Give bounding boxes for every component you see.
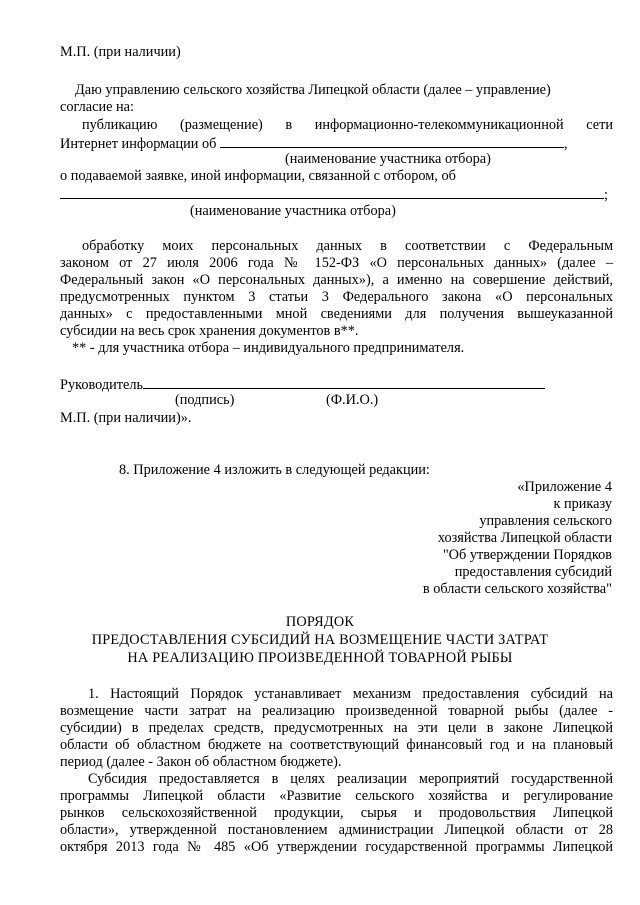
publication-suffix: ,: [564, 136, 568, 152]
fio-caption: (Ф.И.О.): [326, 392, 379, 408]
consent-intro: Даю управлению сельского хозяйства Липецкой области (далее – управление): [75, 82, 551, 98]
participant-caption-2: (наименование участника отбора): [190, 203, 396, 219]
consent-intro-2: согласие на:: [60, 99, 134, 115]
processing-line: предусмотренных пунктом 3 статьи 3 Федерального закона «О персональных: [60, 289, 613, 305]
appendix-header-line: предоставления субсидий: [454, 564, 612, 580]
submission-suffix: ;: [604, 187, 608, 203]
paragraph-2-line: рынков сельскохозяйственной продукции, сырья и продовольствия Липецкой: [60, 805, 613, 821]
appendix-header-line: в области сельского хозяйства": [422, 581, 612, 597]
processing-line: субсидии на весь срок хранения документов в**.: [60, 323, 359, 339]
paragraph-1-line: области об областном бюджете на соответствующий финансовый год и на плановый: [60, 737, 613, 753]
paragraph-1-line: 1. Настоящий Порядок устанавливает механизм предоставления субсидий на: [88, 686, 613, 702]
procedure-subtitle-1: ПРЕДОСТАВЛЕНИЯ СУБСИДИЙ НА ВОЗМЕЩЕНИЕ ЧАСТИ ЗАТРАТ: [91, 632, 549, 648]
signature-caption: (подпись): [175, 392, 235, 408]
procedure-subtitle-2: НА РЕАЛИЗАЦИЮ ПРОИЗВЕДЕННОЙ ТОВАРНОЙ РЫБЫ: [127, 650, 513, 666]
processing-line: обработку моих персональных данных в соответствии с Федеральным: [82, 238, 613, 254]
participant-name-field-2[interactable]: [60, 185, 604, 199]
paragraph-1-line: период (далее - Закон об областном бюджете).: [60, 754, 342, 770]
footnote: ** - для участника отбора – индивидуального предпринимателя.: [72, 340, 465, 356]
appendix-header-line: "Об утверждении Порядков: [442, 547, 612, 563]
procedure-title: ПОРЯДОК: [285, 614, 355, 630]
paragraph-1-line: субсидии) в пределах средств, предусмотренных на эти цели в законе Липецкой: [60, 720, 613, 736]
participant-caption-1: (наименование участника отбора): [285, 151, 491, 167]
head-label: Руководитель: [60, 377, 144, 393]
publication-line-1: публикацию (размещение) в информационно-телекоммуникационной сети: [82, 117, 613, 133]
stamp-note-end: М.П. (при наличии)».: [60, 410, 192, 426]
paragraph-2-line: октября 2013 года № 485 «Об утверждении государственной программы Липецкой: [60, 839, 613, 855]
appendix-header-line: хозяйства Липецкой области: [437, 530, 612, 546]
paragraph-2-line: программы Липецкой области «Развитие сельского хозяйства и регулирование: [60, 788, 613, 804]
signature-field[interactable]: [143, 375, 545, 389]
submission-line-2: [60, 185, 613, 204]
appendix-header-line: «Приложение 4: [517, 479, 612, 495]
processing-line: законом от 27 июля 2006 года № 152-ФЗ «О персональных данных» (далее –: [60, 255, 613, 271]
appendix-header-line: к приказу: [553, 496, 612, 512]
paragraph-1-line: возмещение части затрат на реализацию произведенной товарной рыбы (далее -: [60, 703, 613, 719]
publication-prefix: Интернет информации об: [60, 136, 217, 152]
paragraph-2-line: области», утвержденной постановлением администрации Липецкой области от 28: [60, 822, 613, 838]
stamp-note: М.П. (при наличии): [60, 44, 181, 60]
submission-line-1: о подаваемой заявке, иной информации, связанной с отбором, об: [60, 168, 456, 184]
participant-name-field[interactable]: [220, 134, 564, 148]
appendix-header-line: управления сельского: [479, 513, 612, 529]
processing-line: данных» с предоставленными мной сведениями для получения вышеуказанной: [60, 306, 613, 322]
item-8: 8. Приложение 4 изложить в следующей редакции:: [119, 462, 430, 478]
processing-line: Федеральный закон «О персональных данных»), а именно на совершение действий,: [60, 272, 613, 288]
paragraph-2-line: Субсидия предоставляется в целях реализации мероприятий государственной: [88, 771, 613, 787]
